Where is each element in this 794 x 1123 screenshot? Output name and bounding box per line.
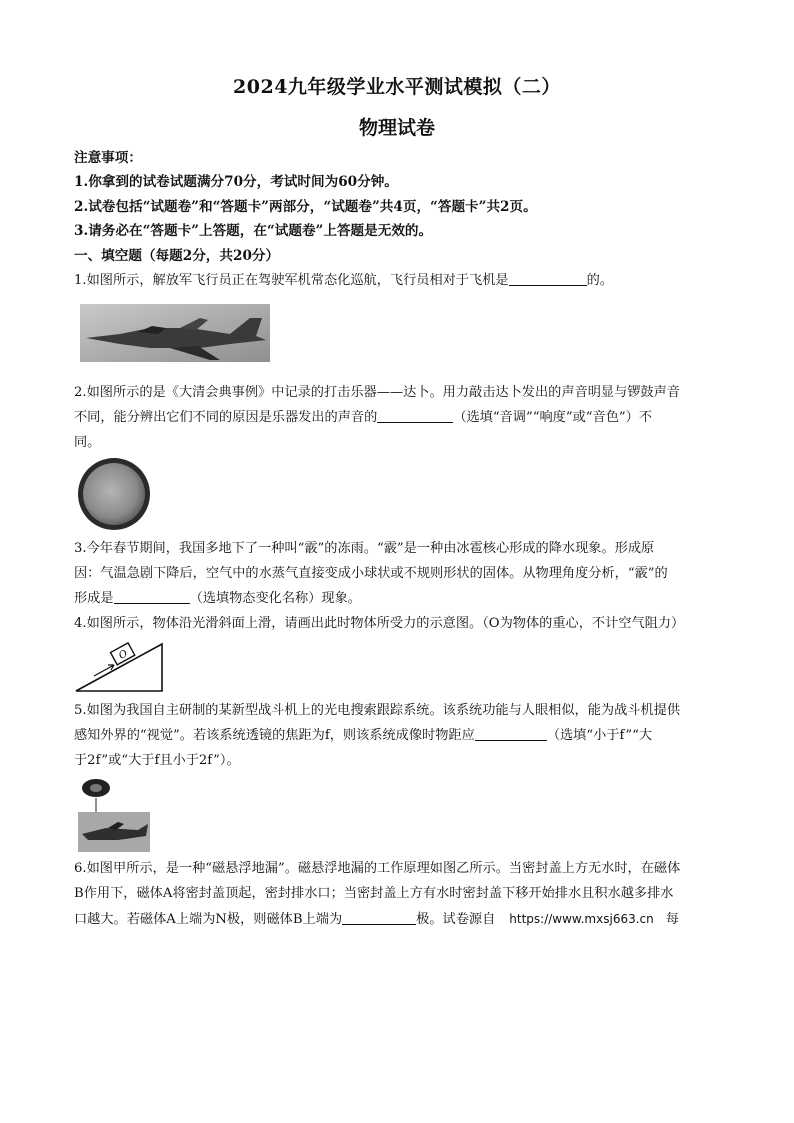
question-3-line-2: 因：气温急剧下降后，空气中的水蒸气直接变成小球状或不规则形状的固体。从物理角度分析，“霰”的 bbox=[74, 566, 668, 581]
center-of-gravity-label: O bbox=[117, 648, 130, 662]
question-1: 1.如图所示，解放军飞行员正在驾驶军机常态化巡航，飞行员相对于飞机是 的。 bbox=[74, 273, 613, 288]
tracking-system-photo bbox=[78, 776, 150, 852]
question-4-line-1: 4.如图所示，物体沿光滑斜面上滑，请画出此时物体所受力的示意图。（O为物体的重心，不计空气阻力） bbox=[74, 616, 685, 631]
subject-title: 物理试卷 bbox=[358, 117, 435, 139]
question-6-line-1: 6.如图甲所示，是一种“磁悬浮地漏”。磁悬浮地漏的工作原理如图乙所示。当密封盖上方无水时，在磁体 bbox=[74, 861, 681, 876]
dabu-drum-photo bbox=[76, 456, 152, 532]
section-heading: 一、填空题（每题2分，共20分） bbox=[74, 248, 280, 264]
question-2-line-1: 2.如图所示的是《大清会典事例》中记录的打击乐器——达卜。用力敲击达卜发出的声音明显与锣鼓声音 bbox=[74, 385, 681, 400]
question-3-line-3: 形成是 （选填物态变化名称）现象。 bbox=[74, 591, 361, 606]
question-5-line-3: 于2f”或“大于f且小于2f”）。 bbox=[74, 753, 240, 768]
notice-heading: 注意事项： bbox=[74, 150, 142, 166]
answer-blank bbox=[114, 589, 190, 604]
answer-blank bbox=[377, 408, 453, 423]
question-2-line-3: 同。 bbox=[74, 435, 101, 450]
question-5-line-1: 5.如图为我国自主研制的某新型战斗机上的光电搜索跟踪系统。该系统功能与人眼相似，能为战斗机提供 bbox=[74, 703, 681, 718]
notice-item: 3.请务必在“答题卡”上答题，在“试题卷”上答题是无效的。 bbox=[74, 223, 433, 239]
exam-title: 2024九年级学业水平测试模拟（二） bbox=[233, 76, 561, 98]
notice-item: 1.你拿到的试卷试题满分70分，考试时间为60分钟。 bbox=[74, 174, 398, 190]
incline-diagram bbox=[74, 638, 166, 694]
question-3-line-1: 3.今年春节期间，我国多地下了一种叫“霰”的冻雨。“霰”是一种由冰雹核心形成的降水现象。形成原 bbox=[74, 541, 655, 556]
answer-blank bbox=[475, 726, 547, 741]
answer-blank bbox=[342, 910, 416, 925]
question-2-line-2: 不同，能分辨出它们不同的原因是乐器发出的声音的 （选填“音调”“响度”或“音色”）不 bbox=[74, 410, 653, 425]
notice-item: 2.试卷包括“试题卷”和“答题卡”两部分，“试题卷”共4页，“答题卡”共2页。 bbox=[74, 199, 537, 215]
question-6-line-2: B作用下，磁体A将密封盖顶起，密封排水口；当密封盖上方有水时密封盖下移开始排水且积水越多排水 bbox=[74, 886, 674, 901]
answer-blank bbox=[509, 271, 587, 286]
question-6-line-3: 口越大。若磁体A上端为N极，则磁体B上端为 极。试卷源自 https://www.mxsj663.cn 每 bbox=[74, 912, 679, 927]
fighter-jet-photo bbox=[80, 304, 270, 362]
source-url: https://www.mxsj663.cn bbox=[509, 912, 654, 926]
question-5-line-2: 感知外界的“视觉”。若该系统透镜的焦距为f，则该系统成像时物距应 （选填“小于f”“大 bbox=[74, 728, 653, 743]
